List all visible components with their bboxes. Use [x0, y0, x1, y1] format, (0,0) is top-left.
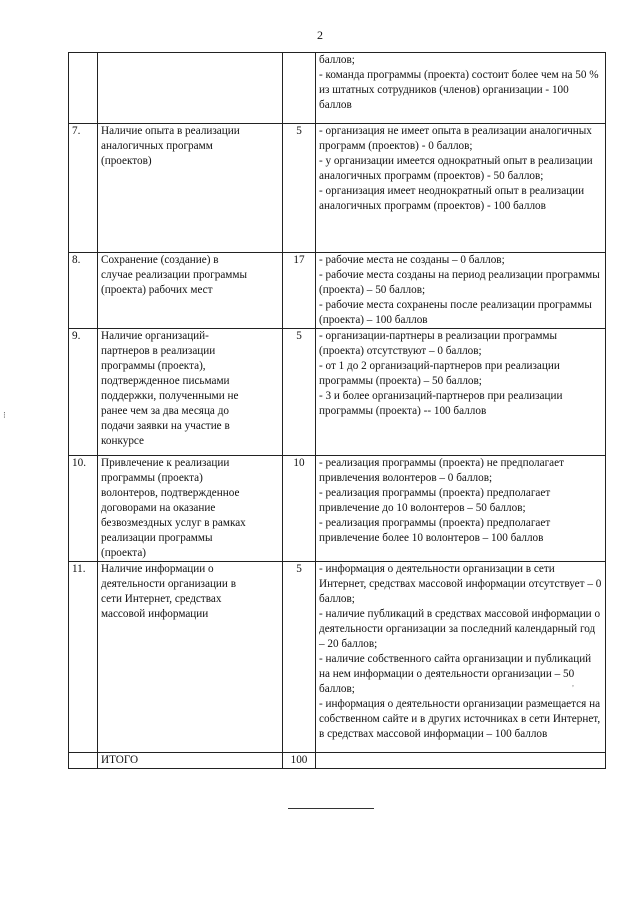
row-number: 11. — [69, 562, 98, 753]
scale-line: - рабочие места не созданы – 0 баллов; — [319, 254, 505, 266]
table-row — [69, 456, 606, 562]
scale-line: - реализация программы (проекта) предполагает привлечение более 10 волонтеров – 100 баллов — [319, 517, 551, 544]
scale-line: - рабочие места созданы на период реализации программы (проекта) – 50 баллов; — [319, 269, 600, 296]
criterion-name — [98, 329, 283, 456]
name-line: сети Интернет, средствах — [101, 593, 222, 605]
page-number: 2 — [317, 28, 323, 42]
name-line: реализации программы — [101, 532, 213, 544]
name-line: поддержки, полученными не — [101, 390, 239, 402]
total-label: ИТОГО — [98, 753, 283, 769]
name-line: (проекта) рабочих мест — [101, 284, 213, 296]
criterion-weight — [283, 53, 316, 124]
criterion-scale — [316, 53, 606, 124]
criterion-weight: 5 — [283, 329, 316, 456]
name-line: (проектов) — [101, 155, 152, 167]
scale-line: - организация имеет неоднократный опыт в реализации аналогичных программ (проектов) - 100 баллов — [319, 185, 585, 212]
margin-mark: ⁝ — [3, 410, 6, 420]
name-line: программы (проекта), — [101, 360, 206, 372]
table-row — [69, 124, 606, 253]
name-line: Привлечение к реализации — [101, 457, 230, 469]
criterion-scale — [316, 562, 606, 753]
scale-line: - 3 и более организаций-партнеров при реализации программы (проекта) -- 100 баллов — [319, 390, 563, 417]
scale-line: - информация о деятельности организации размещается на собственном сайте и в других источниках в сети Интернет, в средствах массовой информации – 100 баллов — [319, 698, 601, 740]
criterion-weight: 17 — [283, 253, 316, 329]
row-number — [69, 53, 98, 124]
criterion-scale — [316, 253, 606, 329]
row-number: 8. — [69, 253, 98, 329]
name-line: случае реализации программы — [101, 269, 247, 281]
criterion-name — [98, 562, 283, 753]
name-line: подтвержденное письмами — [101, 375, 230, 387]
criterion-name — [98, 124, 283, 253]
scale-line: - организации-партнеры в реализации программы (проекта) отсутствуют – 0 баллов; — [319, 330, 558, 357]
name-line: аналогичных программ — [101, 140, 213, 152]
name-line: (проекта) — [101, 547, 147, 559]
name-line: договорами на оказание — [101, 502, 216, 514]
criterion-scale — [316, 456, 606, 562]
scale-line: - наличие публикаций в средствах массовой информации о деятельности организации за последний календарный год – 20 баллов; — [319, 608, 601, 650]
criterion-weight: 5 — [283, 124, 316, 253]
name-line: массовой информации — [101, 608, 209, 620]
table-row — [69, 329, 606, 456]
total-number-cell — [69, 753, 98, 769]
total-scale-cell — [316, 753, 606, 769]
scale-line: баллов; — [319, 54, 355, 66]
name-line: Наличие организаций- — [101, 330, 209, 342]
criterion-name — [98, 456, 283, 562]
name-line: Сохранение (создание) в — [101, 254, 219, 266]
row-number: 9. — [69, 329, 98, 456]
criterion-name — [98, 253, 283, 329]
name-line: ранее чем за два месяца до — [101, 405, 229, 417]
table-row — [69, 53, 606, 124]
criterion-weight: 10 — [283, 456, 316, 562]
scale-line: - команда программы (проекта) состоит более чем на 50 % из штатных сотрудников (членов) организации - 100 баллов — [319, 69, 599, 111]
row-number: 10. — [69, 456, 98, 562]
scale-line: - у организации имеется однократный опыт в реализации аналогичных программ (проектов) - 50 баллов; — [319, 155, 593, 182]
footer-divider — [288, 808, 374, 809]
name-line: волонтеров, подтвержденное — [101, 487, 240, 499]
scale-line: - организация не имеет опыта в реализации аналогичных программ (проектов) - 0 баллов; — [319, 125, 592, 152]
scale-line: - реализация программы (проекта) не предполагает привлечения волонтеров – 0 баллов; — [319, 457, 564, 484]
name-line: программы (проекта) — [101, 472, 203, 484]
table-row — [69, 562, 606, 753]
scale-line: - реализация программы (проекта) предполагает привлечение до 10 волонтеров – 50 баллов; — [319, 487, 551, 514]
scale-line: - рабочие места сохранены после реализации программы (проекта) – 100 баллов — [319, 299, 592, 326]
name-line: партнеров в реализации — [101, 345, 216, 357]
name-line: подачи заявки на участие в — [101, 420, 230, 432]
criterion-scale — [316, 329, 606, 456]
scale-line: - от 1 до 2 организаций-партнеров при реализации программы (проекта) – 50 баллов; — [319, 360, 560, 387]
criterion-scale — [316, 124, 606, 253]
scale-line: - информация о деятельности организации в сети Интернет, средствах массовой информации отсутствует – 0 баллов; — [319, 563, 602, 605]
name-line: деятельности организации в — [101, 578, 236, 590]
name-line: Наличие опыта в реализации — [101, 125, 240, 137]
row-number: 7. — [69, 124, 98, 253]
scale-line: - наличие собственного сайта организации и публикаций на нем информации о деятельности организации – 50 баллов; — [319, 653, 592, 695]
name-line: безвозмездных услуг в рамках — [101, 517, 246, 529]
table-row — [69, 253, 606, 329]
stray-mark: , — [572, 679, 574, 688]
criterion-weight: 5 — [283, 562, 316, 753]
total-row — [69, 753, 606, 769]
name-line: Наличие информации о — [101, 563, 214, 575]
total-weight: 100 — [283, 753, 316, 769]
criterion-name — [98, 53, 283, 124]
name-line: конкурсе — [101, 435, 144, 447]
criteria-table — [68, 52, 606, 769]
